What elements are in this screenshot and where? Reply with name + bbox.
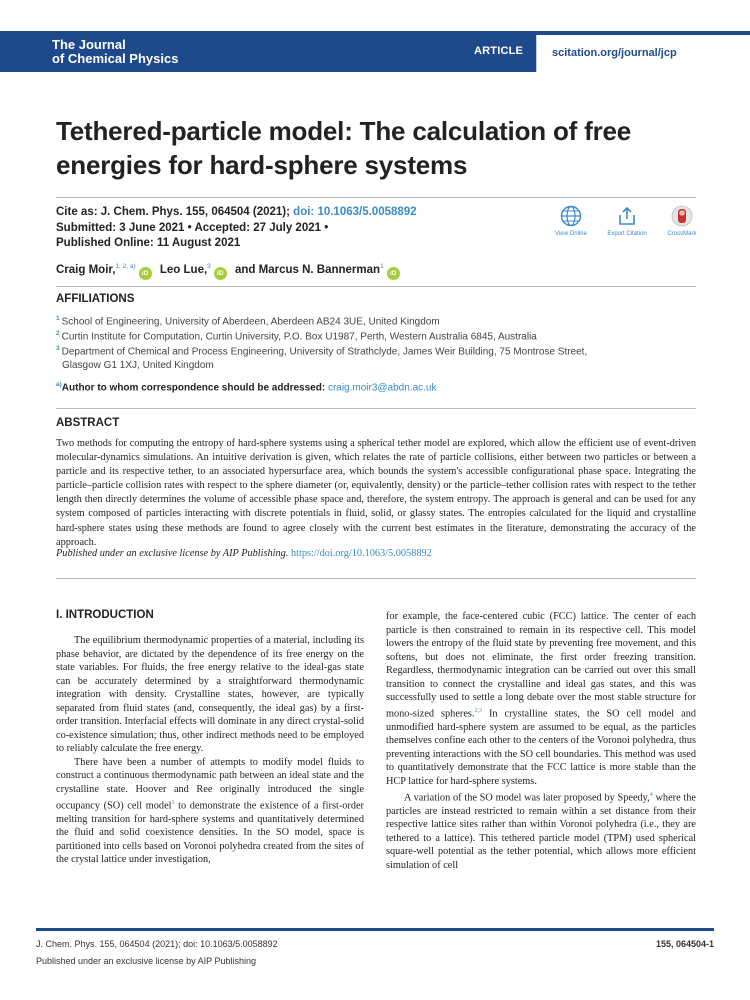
orcid-icon[interactable]: iD [387,267,400,280]
body-paragraph: for example, the face-centered cubic (FCC) lattice. The center of each particle is then constrained to remain in its respective cell. This model lowers the entropy of the fluid state by preventing free movement, and this softens, but does not eliminate, the first order freezing transition. Regardless, thermodynamic integration can be carried out over this small transition to connect the crystalline and ideal gas states, and this was successfully used to settle a long debate over the most stable structure for mono-sized spheres.$^{2,3}$ In crystalline states, the SO cell model and unmodified hard-sphere system are assumed to be equal, as the particles themselves confine each other to the centers of the Voronoi polyhedra, thus preventing interactions with the SO cell boundaries. This method was used to quantitatively demonstrate that the FCC lattice is more stable than the HCP lattice for hard-sphere systems. [386,611,696,787]
correspondence-note: $^{a)}$Author to whom correspondence should be addressed: craig.moir3@abdn.ac.uk [56,381,437,394]
page-number: 155, 064504-1 [655,939,714,949]
body-paragraph: A variation of the SO model was later proposed by Speedy,$^4$ where the particles are instead restricted to remain within a set distance from their respective lattice sites rather than within Voronoi polyhedra (i.e., they are tethered to a lattice). This tethered particle model (TPM) used spherical square-well potential as the tether potential, which allows more efficient simulation of cell [386,791,696,871]
footer-citation: J. Chem. Phys. 155, 064504 (2021); doi: 10.1063/5.0058892 [36,939,278,949]
correspondence-email-link[interactable]: craig.moir3@abdn.ac.uk [327,382,437,394]
affiliation-item: $^2$ Curtin Institute for Computation, Curtin University, P.O. Box U1987, Perth, Western Australia 6845, Australia [56,330,537,343]
affiliation-item: $^3$ Department of Chemical and Process Engineering, University of Strathclyde, James Weir Building, 75 Montrose Street, Glasgow G1 1XJ, United Kingdom [56,345,588,372]
view-online-button[interactable]: View Online [541,205,601,237]
doi-link[interactable]: doi: 10.1063/5.0058892 [293,206,417,218]
cite-line: Cite as: J. Chem. Phys. 155, 064504 (2021); doi: 10.1063/5.0058892 [56,206,417,218]
abstract-text: Two methods for computing the entropy of hard-sphere systems using a spherical tether model are explored, which allow the efficient use of event-driven molecular-dynamics simulations. An intuitive derivation is given, which relates the rate of particle collisions, either between two particles or between a particle and its respective tether, to an associated hypersurface area, which bounds the system's accessible configurational phase space. Integrating the particle–particle collision rates with respect to the sphere diameter (or, equivalently, density) or the particle–tether collision rates with respect to the tether length then directly determines the volume of accessible phase space and, therefore, the system entropy. The approach is general and can be used for any system composed of particles interacting with discrete potentials in fluid, solid, or glassy states. The entropies calculated for the liquid and crystalline hard-sphere states using these methods are found to agree closely with the current best estimates in the literature, demonstrating the accuracy of the approach. [56,438,696,548]
author-name[interactable]: Leo Lue, [159,263,208,276]
journal-url-link[interactable]: scitation.org/journal/jcp [552,47,677,59]
author-name[interactable]: and Marcus N. Bannerman [234,263,381,276]
affiliation-item: $^1$ School of Engineering, University of Aberdeen, Aberdeen AB24 3UE, United Kingdom [56,315,440,328]
reference-link[interactable]: 1 [171,799,175,806]
license-note: Published under an exclusive license by AIP Publishing. https://doi.org/10.1063/5.0058892 [56,548,432,559]
introduction-heading: I. INTRODUCTION [56,609,154,621]
footer-rule [36,928,714,931]
reference-link[interactable]: 2,3 [474,707,482,714]
reference-link[interactable]: 4 [649,791,653,798]
orcid-icon[interactable]: iD [214,267,227,280]
orcid-icon[interactable]: iD [139,267,152,280]
article-title: Tethered-particle model: The calculation of free energies for hard-sphere systems [56,116,632,180]
export-icon [616,205,638,227]
author-list: Craig Moir,$^{1, 2, a)}$iD Leo Lue,$^3$iD and Marcus N. Bannerman$^1$iD [56,263,405,280]
journal-name[interactable]: The Journal of Chemical Physics [52,37,179,66]
body-column-right [386,610,696,872]
divider [56,408,696,409]
divider [56,578,696,579]
footer-license: Published under an exclusive license by AIP Publishing [36,956,256,966]
globe-icon [560,205,582,227]
license-doi-link[interactable]: https://doi.org/10.1063/5.0058892 [290,548,432,559]
published-line: Published Online: 11 August 2021 [56,237,241,249]
body-paragraph: The equilibrium thermodynamic properties of a material, including its phase behavior, are dictated by the dependence of its free energy on the state variables. For fluids, the free energy relative to the ideal-gas state can be accurately determined by a straightforward thermodynamic integration with density. Crystalline states, however, are typically separated from fluid states (and, consequently, the ideal gas) by a first-order transition. Interfacial effects will dominate in any direct crystal-solid co-existence simulation; thus, other indirect methods need to be employed to reliably calculate the free energy. [56,635,364,755]
crossmark-icon [671,205,693,227]
abstract-heading: ABSTRACT [56,417,120,429]
dates-line: Submitted: 3 June 2021 • Accepted: 27 July 2021 • [56,222,329,234]
divider [56,286,696,287]
body-paragraph: There have been a number of attempts to modify model fluids to construct a continuous thermodynamic path between an ideal state and the crystalline state. Hoover and Ree originally introduced the single occupancy (SO) cell model$^1$ to demonstrate the existence of a first-order melting transition for hard-sphere systems and quantitatively determined the fluid and solid coexistence densities. In the SO model, space is partitioned into cells based on Voronoi polyhedra created from the sites of the crystal lattice under investigation, [56,756,364,866]
affiliations-heading: AFFILIATIONS [56,293,135,305]
body-column-left [56,634,364,867]
crossmark-button[interactable]: CrossMark [652,205,712,237]
export-citation-button[interactable]: Export Citation [597,205,657,237]
author-name[interactable]: Craig Moir, [56,263,116,276]
article-type-tag: ARTICLE [474,45,524,57]
divider [56,197,696,198]
